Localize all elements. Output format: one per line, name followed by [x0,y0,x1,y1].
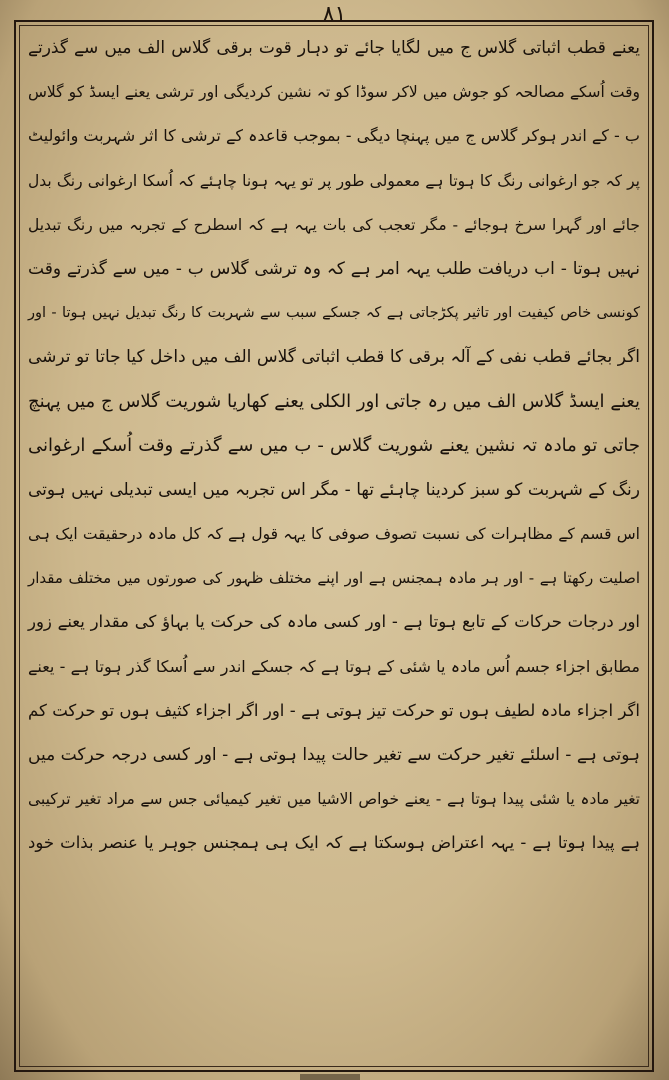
text-line: اصلیت رکھتا ہے - اور ہر مادہ ہمجنس ہے اور اپنے مختلف ظہور کی صورتوں میں مختلف مقدار [28,569,640,588]
text-line: اگر اجزاء مادہ لطیف ہوں تو حرکت تیز ہوتی ہے - اور اگر اجزاء کثیف ہوں تو حرکت کم [28,700,640,720]
text-line: پر کہ جو ارغوانی رنگ کا ہوتا ہے معمولی طور پر تو یہہ ہونا چاہئے کہ اُسکا ارغوانی رنگ بدل [28,171,640,190]
text-line: کونسی خاص کیفیت اور تاثیر پکڑجاتی ہے کہ جسکے سبب سے شہربت کا رنگ تبدیل نہیں ہوتا - اور [28,305,640,322]
text-line: اس قسم کے مظاہرات کی نسبت تصوف صوفی کا یہہ قول ہے کہ کل مادہ درحقیقت ایک ہی [28,525,640,544]
text-line: رنگ کے شہربت کو سبز کردینا چاہئے تھا - مگر اس تجربہ میں ایسی تبدیلی نہیں ہوتی [28,479,640,500]
text-line: یعنے ایسڈ گلاس الف میں رہ جاتی اور الکلی یعنے کھاریا شوریت گلاس ج میں پہنچ [28,390,640,412]
text-line: ہے پیدا ہوتا ہے - یہہ اعتراض ہوسکتا ہے کہ ایک ہی ہمجنس جوہر یا عنصر بذات خود [28,833,640,853]
text-line: مطابق اجزاء جسم اُس مادہ یا شئی کے ہوتا ہے کہ جسکے اندر سے اُسکا گذر ہوتا ہے - یعنے [28,656,640,676]
text-line: اگر بجائے قطب نفی کے آلہ برقی کا قطب اثباتی گلاس الف میں داخل کیا جاتا تو ترشی [28,347,640,368]
text-line: ب - کے اندر ہوکر گلاس ج میں پہنچا دیگی - بموجب قاعدہ کے ترشی کا اثر شہربت وائولیٹ [28,126,640,146]
text-line: جائے اور گہرا سرخ ہوجائے - مگر تعجب کی بات یہہ ہے کہ اسطرح کے تجربہ میں رنگ تبدیل [28,215,640,234]
text-line: جاتی تو مادہ تہ نشین یعنے شوریت گلاس - ب میں سے گذرتے وقت اُسکے ارغوانی [28,434,640,456]
text-line: ہوتی ہے - اسلئے تغیر حرکت سے تغیر حالت پیدا ہوتی ہے - اور کسی درجہ حرکت میں [28,745,640,765]
text-line: نہیں ہوتا - اب دریافت طلب یہہ امر ہے کہ وہ ترشی گلاس ب - میں سے گذرتے وقت [28,258,640,279]
bottom-page-mark [300,1074,360,1080]
body-text [22,26,646,1066]
text-line: یعنے قطب اثباتی گلاس ج میں لگایا جائے تو دہار قوت برقی گلاس الف میں سے گذرتے [28,38,640,58]
text-line: تغیر مادہ یا شئی پیدا ہوتا ہے - یعنے خواص الاشیا میں تغیر کیمیائی جس سے مراد تغیر ترکیبی [28,790,640,809]
text-line: اور درجات حرکات کے تابع ہوتا ہے - اور کسی مادہ کی حرکت یا بہاؤ کی مقدار یعنے زور [28,612,640,632]
page-number: ۸۱ [322,2,347,27]
text-line: وقت اُسکے مصالحہ کو جوش میں لاکر سوڈا کو تہ نشین کردیگی اور ترشی یعنے ایسڈ کو گلاس [28,83,640,102]
